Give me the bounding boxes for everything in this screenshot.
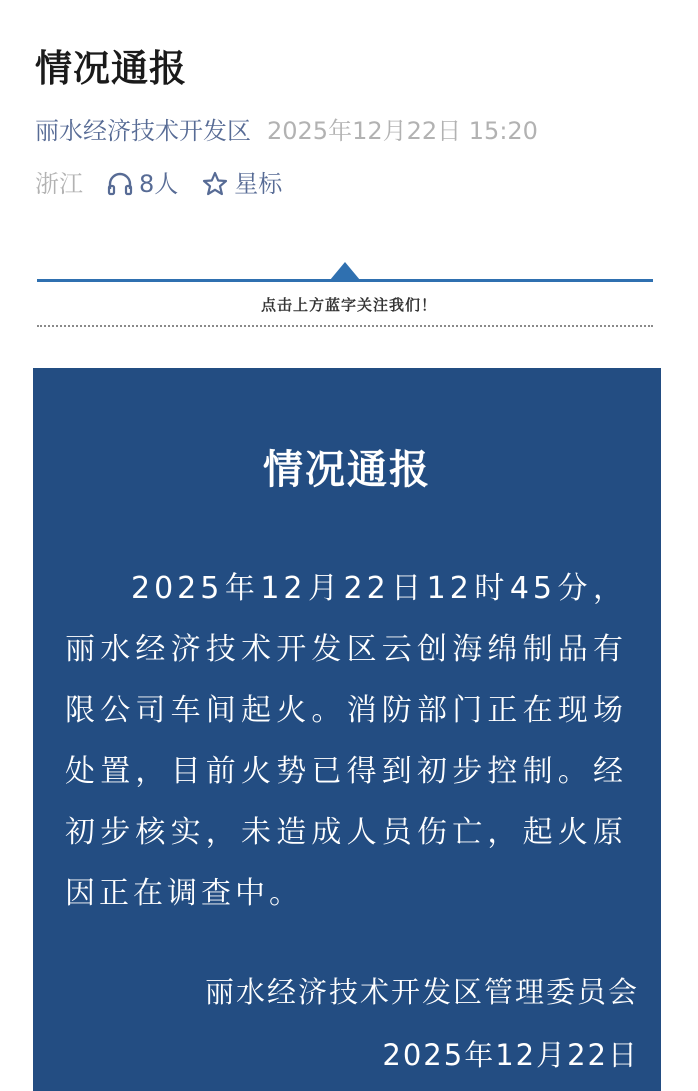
- notice-body: 2025年12月22日12时45分，丽水经济技术开发区云创海绵制品有限公司车间起火。消防部门正在现场处置，目前火势已得到初步控制。经初步核实，未造成人员伤亡，起火原因正在调查中。: [65, 571, 627, 911]
- star-label: 星标: [234, 170, 283, 198]
- account-name-link[interactable]: 丽水经济技术开发区: [35, 117, 251, 145]
- article-meta-secondary: [35, 166, 282, 202]
- notice-title: 情况通报: [263, 447, 431, 493]
- star-button[interactable]: [202, 166, 282, 202]
- location-label: 浙江: [35, 170, 83, 198]
- publish-time: 2025年12月22日 15:20: [267, 117, 538, 145]
- banner-triangle: [330, 262, 360, 280]
- follow-tip: 点击上方蓝字关注我们！: [260, 296, 437, 314]
- banner-divider: [37, 279, 653, 282]
- dotted-divider: [37, 325, 653, 327]
- notice-date: 2025年12月22日: [382, 1038, 639, 1072]
- notice-card: [33, 368, 661, 1091]
- star-outline-icon: [202, 171, 228, 197]
- listen-count: 8人: [139, 170, 179, 198]
- headphones-icon: [107, 172, 133, 196]
- article-meta: [35, 113, 538, 149]
- listen-button[interactable]: [107, 166, 178, 202]
- article-title: 情况通报: [35, 47, 187, 90]
- notice-signature: 丽水经济技术开发区管理委员会: [204, 975, 639, 1009]
